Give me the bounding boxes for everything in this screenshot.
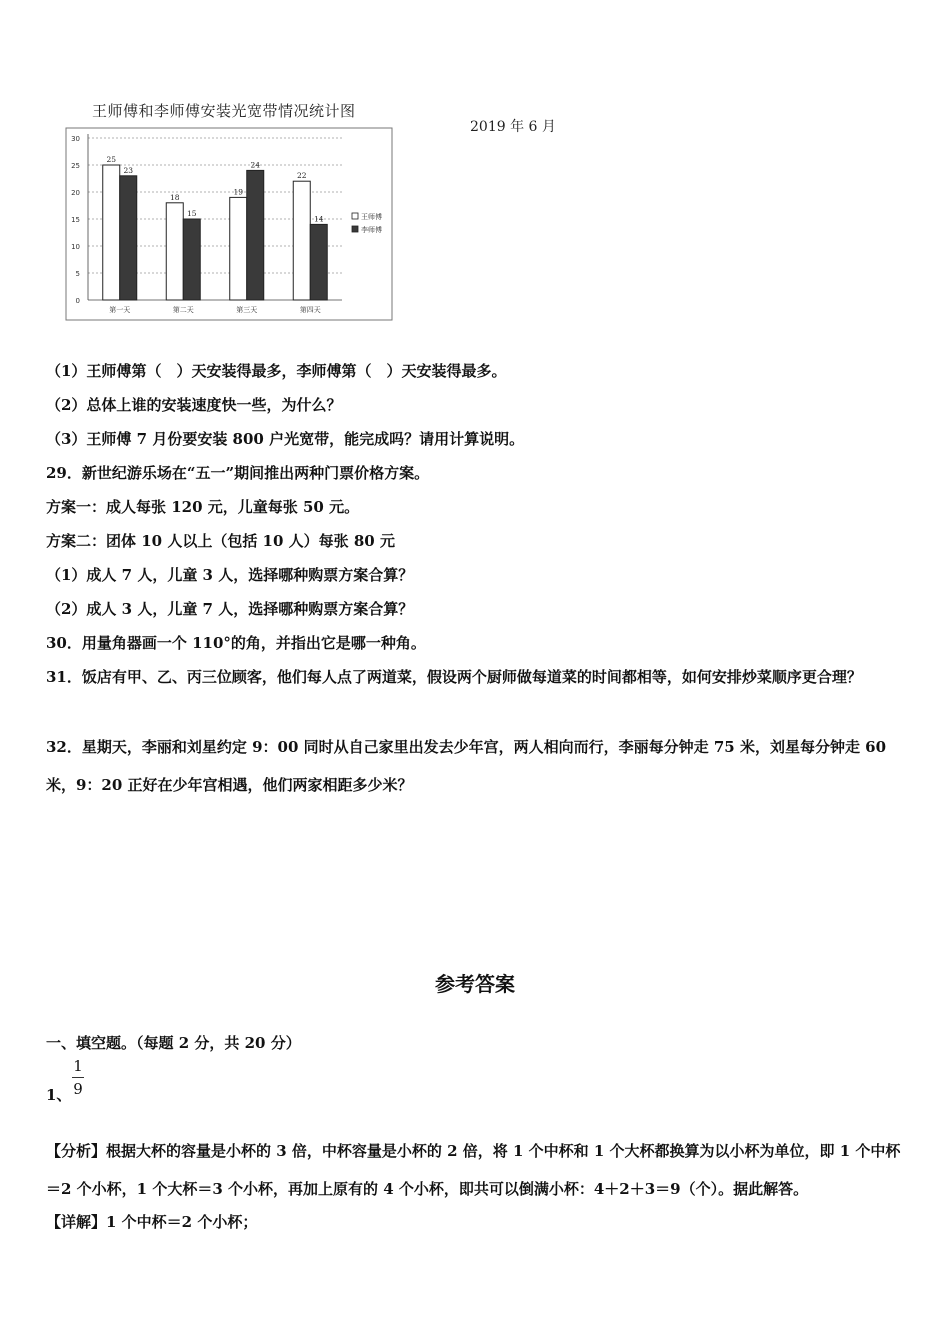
fraction-bar xyxy=(72,1077,84,1078)
question-28-3: （3）王师傅 7 月份要安装 800 户光宽带，能完成吗？请用计算说明。 xyxy=(46,430,525,448)
y-tick-label: 5 xyxy=(75,270,80,278)
y-tick-label: 20 xyxy=(71,189,80,197)
answer-1-fraction xyxy=(72,1057,84,1098)
question-28-2: （2）总体上谁的安装速度快一些，为什么？ xyxy=(46,396,342,414)
data-label: 23 xyxy=(123,165,134,175)
y-tick-label: 0 xyxy=(75,297,80,305)
question-28-1: （1）王师傅第（ ）天安装得最多，李师傅第（ ）天安装得最多。 xyxy=(46,362,507,380)
question-29-plan-1: 方案一：成人每张 120 元，儿童每张 50 元。 xyxy=(46,498,360,516)
x-tick-label: 第一天 xyxy=(109,306,131,314)
question-30: 30．用量角器画一个 110°的角，并指出它是哪一种角。 xyxy=(46,634,426,652)
data-label: 22 xyxy=(296,171,307,181)
data-label: 24 xyxy=(250,160,261,170)
fraction-denominator: 9 xyxy=(73,1080,83,1098)
bar xyxy=(293,181,310,300)
answer-1-detail: 【详解】1 个中杯＝2 个小杯； xyxy=(46,1213,258,1231)
y-tick-label: 15 xyxy=(71,216,80,224)
y-tick-label: 25 xyxy=(71,162,80,170)
section-1-title: 一、填空题。（每题 2 分，共 20 分） xyxy=(46,1034,301,1052)
data-label: 14 xyxy=(313,214,324,224)
question-29-2: （2）成人 3 人，儿童 7 人，选择哪种购票方案合算？ xyxy=(46,600,414,618)
x-tick-label: 第二天 xyxy=(172,306,194,314)
bar xyxy=(120,176,137,300)
y-tick-label: 30 xyxy=(71,135,80,143)
y-tick-label: 10 xyxy=(71,243,80,251)
question-29: 29．新世纪游乐场在“五一”期间推出两种门票价格方案。 xyxy=(46,464,430,482)
x-tick-label: 第三天 xyxy=(236,306,258,314)
answer-1-label: 1、 xyxy=(46,1086,72,1104)
x-tick-label: 第四天 xyxy=(299,306,321,314)
fraction-numerator: 1 xyxy=(73,1057,83,1075)
legend-label: 王师傅 xyxy=(361,213,382,221)
question-32: 32．星期天，李丽和刘星约定 9：00 同时从自己家里出发去少年宫，两人相向而行，李丽每分钟走 75 米，刘星每分钟走 60 米，9：20 正好在少年宫相遇，他们两家相距多少米？ xyxy=(46,738,887,794)
bar xyxy=(230,197,247,300)
legend-label: 李师傅 xyxy=(361,226,382,234)
legend-swatch xyxy=(352,226,358,232)
bar xyxy=(183,219,200,300)
bar-chart xyxy=(60,126,396,324)
data-label: 15 xyxy=(186,209,197,218)
legend-swatch xyxy=(352,213,358,219)
data-label: 19 xyxy=(233,187,244,197)
chart-title: 王师傅和李师傅安装光宽带情况统计图 xyxy=(92,102,356,120)
bar xyxy=(166,203,183,300)
chart-date: 2019 年 6 月 xyxy=(470,119,556,135)
question-29-1: （1）成人 7 人，儿童 3 人，选择哪种购票方案合算？ xyxy=(46,566,414,584)
bar xyxy=(247,170,264,300)
answers-heading: 参考答案 xyxy=(435,972,515,996)
answer-1-analysis: 【分析】根据大杯的容量是小杯的 3 倍，中杯容量是小杯的 2 倍，将 1 个中杯和 1 个大杯都换算为以小杯为单位，即 1 个中杯＝2 个小杯，1 个大杯＝3 个小杯，再加上原有的 4 个小杯，即共可以倒满小杯：4＋2＋3＝9（个）。据此解答。 xyxy=(46,1142,901,1198)
bar xyxy=(310,224,327,300)
question-29-plan-2: 方案二：团体 10 人以上（包括 10 人）每张 80 元 xyxy=(46,532,395,550)
question-31: 31．饭店有甲、乙、丙三位顾客，他们每人点了两道菜，假设两个厨师做每道菜的时间都相等，如何安排炒菜顺序更合理？ xyxy=(46,668,862,686)
bar xyxy=(103,165,120,300)
data-label: 25 xyxy=(106,155,117,164)
data-label: 18 xyxy=(169,192,180,202)
